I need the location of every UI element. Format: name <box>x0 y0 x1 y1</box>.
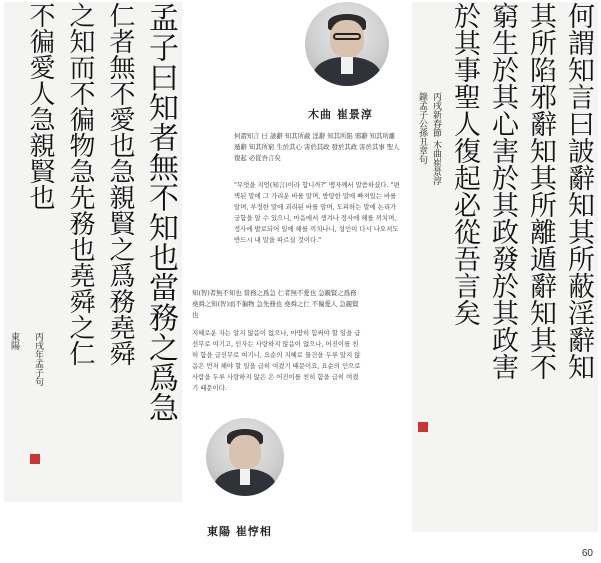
scroll-inscription-source: 錄孟子公孫丑章句 <box>417 92 427 164</box>
scroll-inscription-artist: 東陽 <box>9 332 19 350</box>
text-korean-bottom: 지혜로운 자는 알지 않음이 없으나, 마땅히 힘써야 할 일을 급선무로 여기고, 인자는 사랑하지 않음이 없으나, 어진이를 친히 함을 급선무로 여기니, 요순의 지혜로 물건을 두루 알지 않음은 먼저 해야 할 일을 급히 여겼기 때문이요, 요순의 인으로 사람을 두루 사랑하지 않은 은 어진이를 친히 함을 급히 여겼기 때문이다. <box>192 329 361 392</box>
text-hanja-bottom: 知(智)者無不知也 當務之爲急 仁者無不愛也 急親賢之爲務 堯舜之知(智)而不徧物 急先務也 堯舜之仁 不徧愛人 急親賢也 <box>192 289 359 319</box>
scroll-inscription-date: 丙戌年孟子句 <box>33 332 43 386</box>
portrait-top <box>305 2 389 86</box>
portrait-bottom <box>206 418 284 496</box>
seal-stamp <box>30 454 40 464</box>
artist-name-top: 木曲 崔景淳 <box>308 108 373 121</box>
seal-stamp <box>418 422 428 432</box>
scroll-inscription-date: 丙戌新春節 木曲崔景淳 <box>431 92 441 185</box>
artist-name-bottom: 東陽 崔悙相 <box>207 525 272 538</box>
calligraphy-column-3: 窮生於其心害於其政發於其政害 <box>487 2 518 380</box>
calligraphy-column-3: 之知而不徧物急先務也堯舜之仁 <box>65 2 95 366</box>
calligraphy-column-1: 孟子曰知者無不知也當務之爲急 <box>143 2 178 422</box>
left-calligraphy-scroll <box>4 2 182 502</box>
calligraphy-column-2: 仁者無不愛也急親賢之爲務堯舜 <box>105 2 135 366</box>
page-number: 60 <box>581 548 593 559</box>
text-hanja-top: 何謂知言 曰 詖辭 知其所蔽 淫辭 知其所陷 邪辭 知其所離 遁辭 知其所窮 生於其心 害於其政 發於其政 害於其事 聖人復起 必從吾言矣 <box>234 132 400 162</box>
calligraphy-column-4: 於其事聖人復起必從吾言矣 <box>449 2 480 326</box>
calligraphy-column-1: 何謂知言曰詖辭知其所蔽淫辭知 <box>563 2 594 380</box>
calligraphy-column-4: 不徧愛人急親賢也 <box>25 2 55 210</box>
calligraphy-column-2: 其所陷邪辭知其所離遁辭知其不 <box>525 2 556 380</box>
right-calligraphy-scroll <box>412 2 598 532</box>
text-korean-top: "무엇을 지언(知言)이라 합니까?" 맹자께서 말씀하셨다. "편벽된 말에 그 가리운 바를 알며, 방탕한 말에 빠져있는 바를 알며, 부정한 말에 괴리된 바를 알며, 도피하는 말에 논리가 궁함을 알 수 있으니, 마음에서 생겨나 정사에 해를 끼치며, 정사에 발로되어 일에 해를 끼치나니, 성인이 다시 나오셔도 반드시 내 말을 따르실 것이다." <box>234 181 400 244</box>
